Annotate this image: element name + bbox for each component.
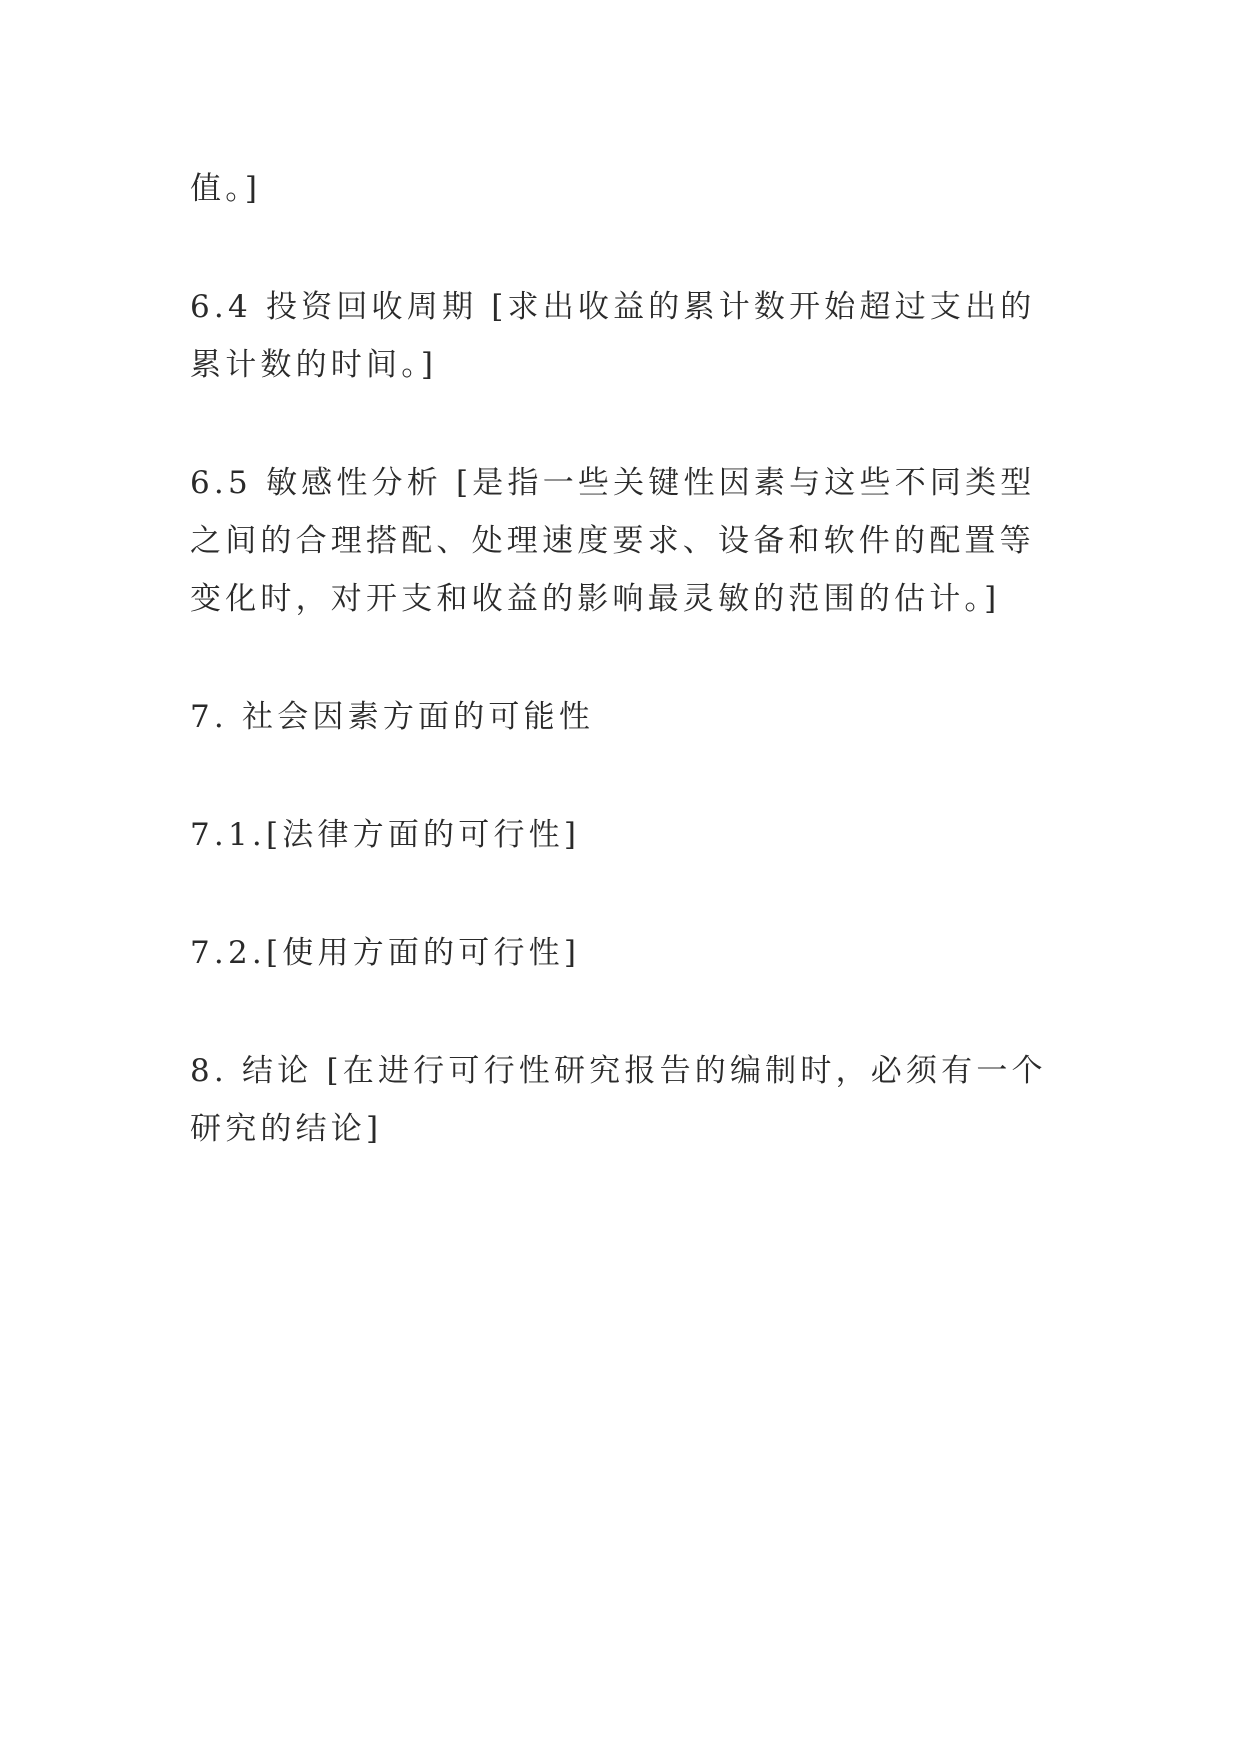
paragraph-continuation: 值。]: [190, 171, 262, 207]
paragraph-sensitivity-analysis: 6.5 敏感性分析 [是指一些关键性因素与这些不同类型之间的合理搭配、处理速度要求、设备和软件的配置等变化时，对开支和收益的影响最灵敏的范围的估计。]: [190, 465, 1036, 617]
document-body: [190, 160, 1060, 1218]
heading-social-factors: 7. 社会因素方面的可能性: [190, 699, 595, 735]
paragraph-legal-feasibility: 7.1.[法律方面的可行性]: [190, 817, 581, 853]
paragraph-usage-feasibility: 7.2.[使用方面的可行性]: [190, 935, 581, 971]
paragraph-payback-period: 6.4 投资回收周期 [求出收益的累计数开始超过支出的累计数的时间。]: [190, 289, 1036, 383]
paragraph-conclusion: 8. 结论 [在进行可行性研究报告的编制时，必须有一个研究的结论]: [190, 1053, 1047, 1147]
